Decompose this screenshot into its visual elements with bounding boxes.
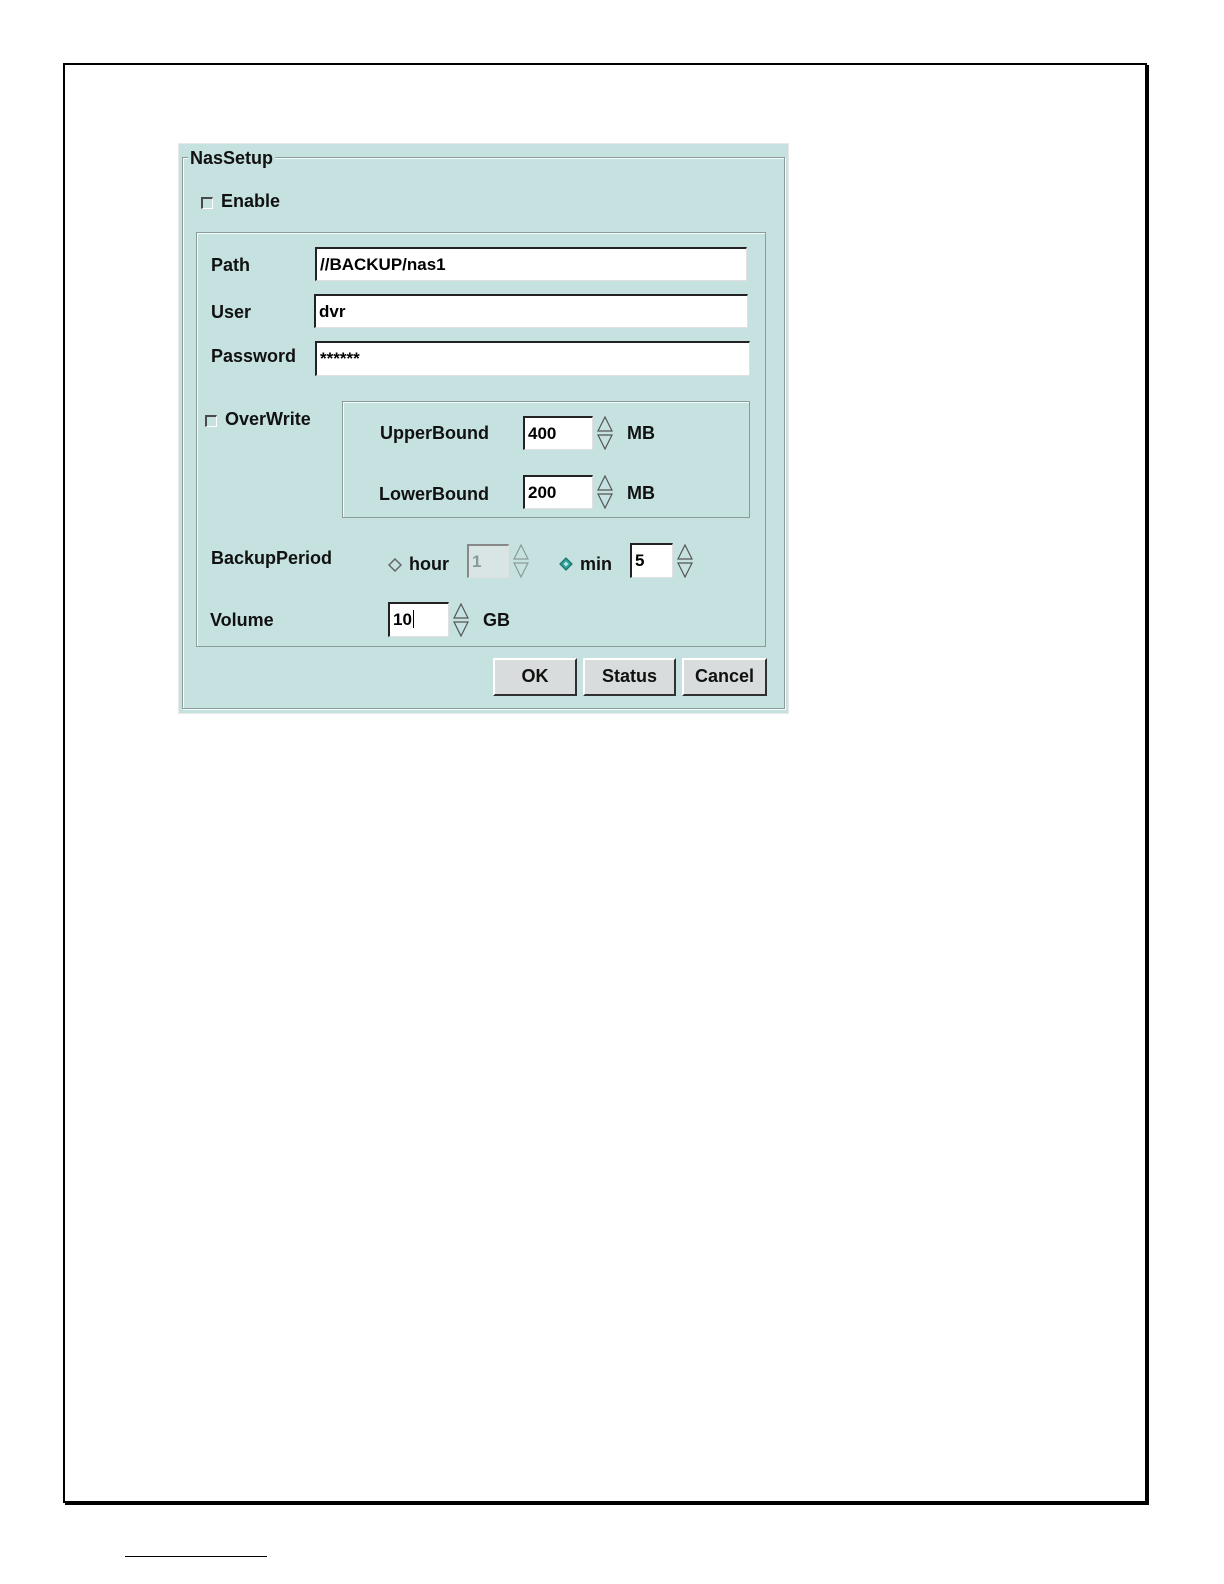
nas-setup-dialog bbox=[178, 143, 789, 714]
password-label: Password bbox=[211, 346, 297, 366]
status-button[interactable]: Status bbox=[583, 658, 676, 696]
footer-rule bbox=[125, 1556, 267, 1557]
ok-button[interactable]: OK bbox=[493, 658, 577, 696]
lowerbound-unit: MB bbox=[627, 483, 655, 503]
dialog-title: NasSetup bbox=[190, 148, 274, 168]
backup-period-label: BackupPeriod bbox=[211, 548, 333, 568]
upperbound-unit: MB bbox=[627, 423, 655, 443]
volume-spinner[interactable] bbox=[453, 603, 469, 637]
min-radio[interactable] bbox=[559, 557, 573, 571]
min-input[interactable]: 5 bbox=[630, 543, 673, 578]
upperbound-spinner[interactable] bbox=[597, 416, 613, 450]
min-spinner[interactable] bbox=[677, 544, 693, 578]
volume-label: Volume bbox=[210, 610, 274, 630]
text-caret bbox=[413, 610, 414, 628]
overwrite-checkbox[interactable] bbox=[205, 415, 217, 427]
overwrite-label[interactable]: OverWrite bbox=[225, 409, 311, 429]
user-input[interactable]: dvr bbox=[314, 294, 748, 328]
volume-unit: GB bbox=[483, 610, 510, 630]
upperbound-input[interactable]: 400 bbox=[523, 416, 593, 450]
path-label: Path bbox=[211, 255, 251, 275]
cancel-button[interactable]: Cancel bbox=[682, 658, 767, 696]
hour-spinner[interactable] bbox=[513, 544, 529, 578]
enable-label[interactable]: Enable bbox=[221, 191, 281, 211]
user-label: User bbox=[211, 302, 252, 322]
hour-input[interactable]: 1 bbox=[467, 544, 509, 578]
hour-radio[interactable] bbox=[388, 558, 402, 572]
lowerbound-spinner[interactable] bbox=[597, 475, 613, 509]
volume-input[interactable] bbox=[388, 602, 449, 637]
lowerbound-input[interactable]: 200 bbox=[523, 475, 593, 509]
path-input[interactable]: //BACKUP/nas1 bbox=[315, 247, 747, 281]
lowerbound-label: LowerBound bbox=[379, 484, 489, 504]
min-label[interactable]: min bbox=[580, 554, 613, 574]
upperbound-label: UpperBound bbox=[380, 423, 489, 443]
volume-value: 10 bbox=[393, 610, 412, 629]
password-input[interactable]: ****** bbox=[315, 341, 750, 376]
enable-checkbox[interactable] bbox=[201, 197, 213, 209]
hour-label[interactable]: hour bbox=[409, 554, 449, 574]
